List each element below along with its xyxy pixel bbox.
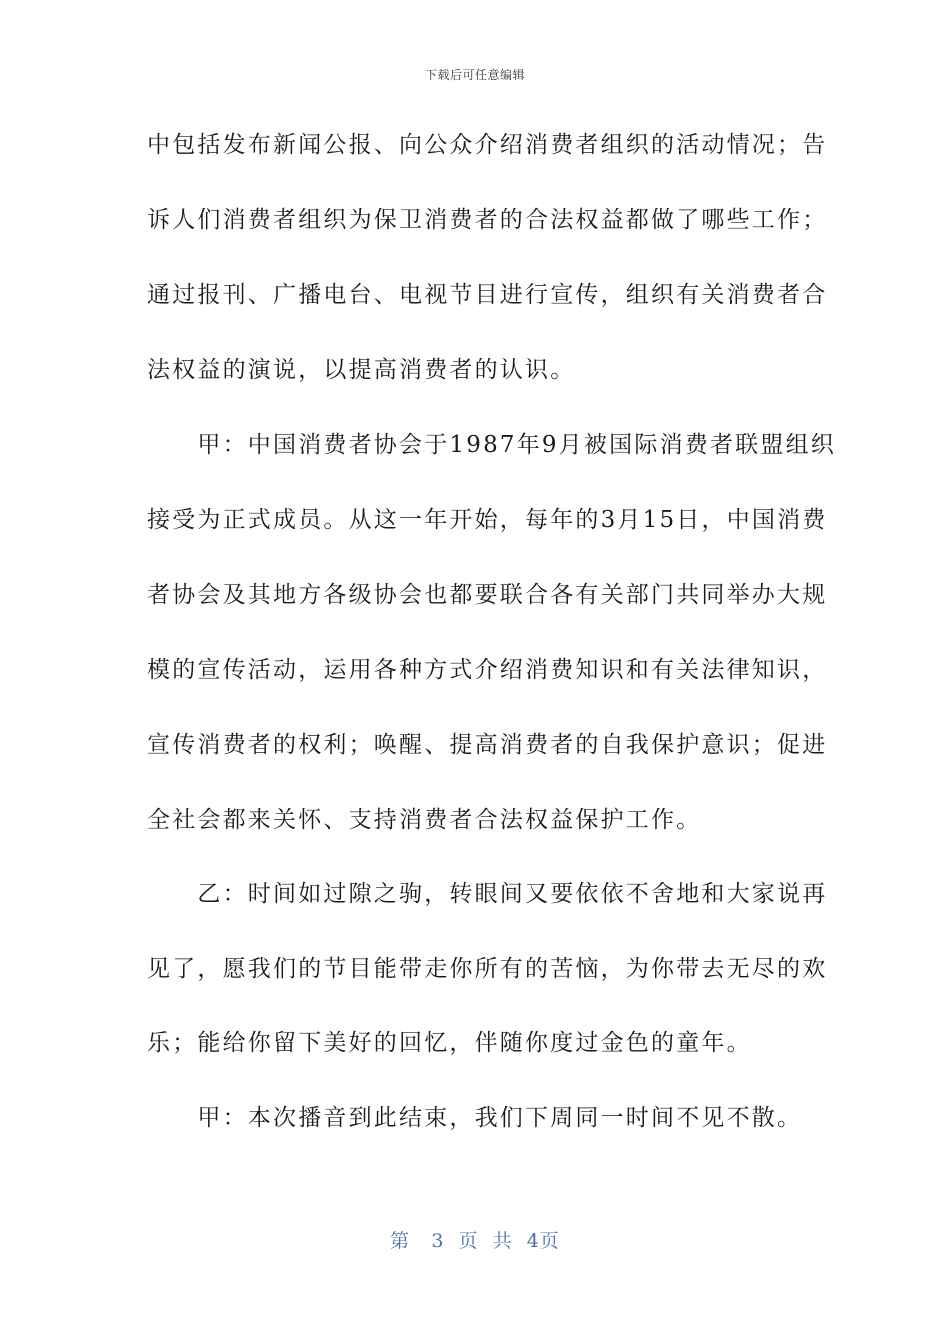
text-line: 者协会及其地方各级协会也都要联合各有关部门共同举办大规	[147, 582, 828, 608]
footer-total-pages: 4页	[526, 1230, 560, 1252]
text-line: 中包括发布新闻公报、向公众介绍消费者组织的活动情况；告	[147, 132, 828, 158]
page-footer	[0, 1226, 950, 1253]
text-line: 接受为正式成员。从这一年开始，每年的3月15日，中国消费	[147, 507, 828, 533]
text-line: 甲：中国消费者协会于1987年9月被国际消费者联盟组织	[147, 432, 836, 458]
footer-current-page: 3	[431, 1230, 445, 1252]
text-line: 见了，愿我们的节目能带走你所有的苦恼，为你带去无尽的欢	[147, 956, 828, 982]
footer-page-label: 第	[390, 1230, 411, 1252]
header-note: 下载后可任意编辑	[424, 68, 525, 82]
text-line: 宣传消费者的权利；唤醒、提高消费者的自我保护意识；促进	[147, 732, 828, 758]
text-line: 模的宣传活动，运用各种方式介绍消费知识和有关法律知识，	[147, 657, 828, 683]
text-line: 甲：本次播音到此结束，我们下周同一时间不见不散。	[147, 1105, 803, 1131]
text-line: 乐；能给你留下美好的回忆，伴随你度过金色的童年。	[147, 1030, 752, 1056]
footer-page-unit: 页	[458, 1230, 479, 1252]
text-line: 全社会都来关怀、支持消费者合法权益保护工作。	[147, 807, 702, 833]
text-line: 乙：时间如过隙之驹，转眼间又要依依不舍地和大家说再	[147, 881, 828, 907]
text-line: 法权益的演说，以提高消费者的认识。	[147, 357, 576, 383]
text-line: 通过报刊、广播电台、电视节目进行宣传，组织有关消费者合	[147, 282, 828, 308]
footer-total-label: 共	[492, 1230, 513, 1252]
text-line: 诉人们消费者组织为保卫消费者的合法权益都做了哪些工作；	[147, 207, 828, 233]
